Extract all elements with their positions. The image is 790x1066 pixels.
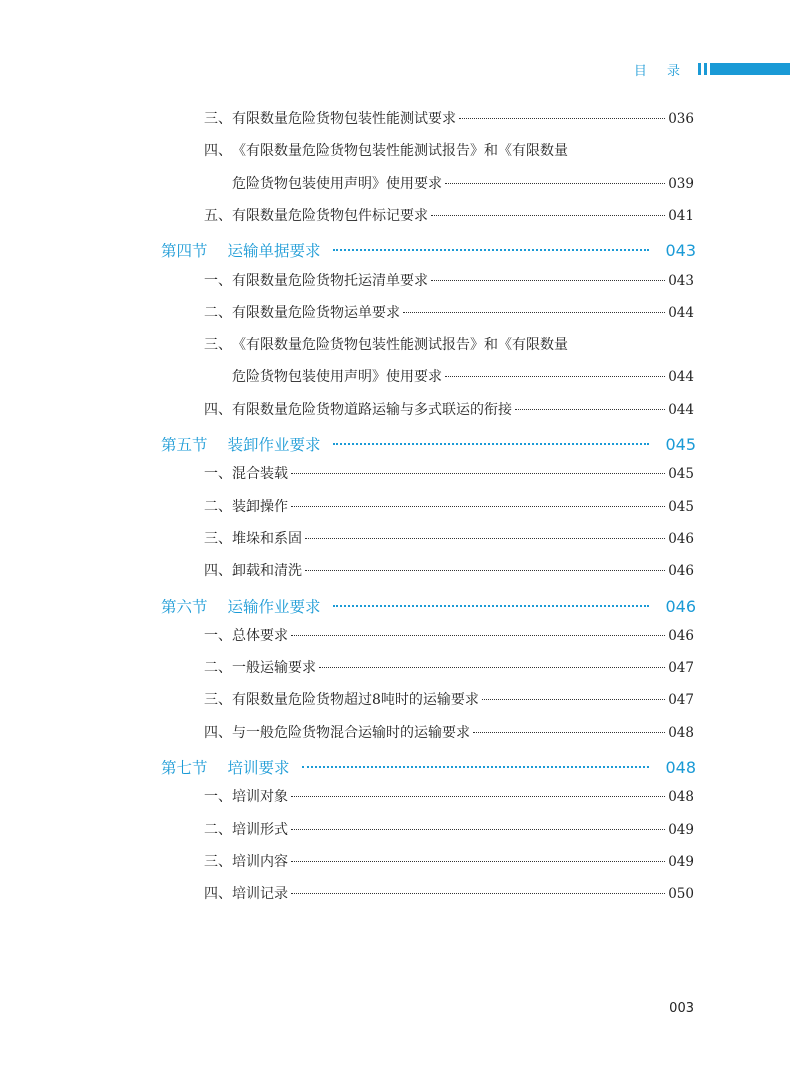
toc-item-row[interactable] bbox=[204, 302, 694, 322]
item-page: 039 bbox=[668, 175, 694, 192]
item-number: 二、 bbox=[204, 660, 232, 677]
toc-item-row[interactable] bbox=[204, 625, 694, 645]
leader-dots bbox=[403, 312, 665, 313]
item-number: 四、 bbox=[204, 886, 232, 903]
section-label: 第四节 bbox=[161, 242, 208, 261]
toc-item-row[interactable] bbox=[204, 270, 694, 290]
item-title: 堆垛和系固 bbox=[232, 530, 302, 547]
item-title: 与一般危险货物混合运输时的运输要求 bbox=[232, 724, 470, 741]
toc-item-row[interactable] bbox=[204, 657, 694, 677]
toc-item-row[interactable] bbox=[204, 140, 694, 160]
item-page: 050 bbox=[668, 886, 694, 903]
toc-item-row[interactable] bbox=[204, 205, 694, 225]
item-number: 四、 bbox=[204, 724, 232, 741]
leader-dots bbox=[291, 473, 665, 474]
item-page: 044 bbox=[668, 304, 694, 321]
toc-section-row[interactable] bbox=[161, 756, 696, 778]
item-page: 047 bbox=[668, 692, 694, 709]
item-title-line1: 《有限数量危险货物包装性能测试报告》和《有限数量 bbox=[232, 337, 568, 354]
item-page: 045 bbox=[668, 466, 694, 483]
item-page: 046 bbox=[668, 563, 694, 580]
item-title: 有限数量危险货物道路运输与多式联运的衔接 bbox=[232, 401, 512, 418]
toc-item-row[interactable] bbox=[204, 722, 694, 742]
item-page: 049 bbox=[668, 853, 694, 870]
leader-dots bbox=[291, 893, 665, 894]
item-page: 043 bbox=[668, 272, 694, 289]
item-title: 培训形式 bbox=[232, 821, 288, 838]
section-title: 运输作业要求 bbox=[227, 597, 321, 616]
item-number: 二、 bbox=[204, 821, 232, 838]
item-number: 一、 bbox=[204, 789, 232, 806]
leader-dots bbox=[473, 732, 665, 733]
toc-item-row[interactable] bbox=[204, 399, 694, 419]
item-title: 培训内容 bbox=[232, 853, 288, 870]
toc-item-row[interactable] bbox=[204, 334, 694, 354]
leader-dots bbox=[291, 796, 665, 797]
item-page: 046 bbox=[668, 627, 694, 644]
item-number: 三、 bbox=[204, 692, 232, 709]
toc-item-row[interactable] bbox=[204, 819, 694, 839]
item-number: 二、 bbox=[204, 498, 232, 515]
item-title: 总体要求 bbox=[232, 627, 288, 644]
leader-dots bbox=[445, 376, 665, 377]
item-page: 045 bbox=[668, 498, 694, 515]
section-label: 第七节 bbox=[161, 759, 208, 777]
item-number: 一、 bbox=[204, 272, 232, 289]
leader-dots bbox=[305, 538, 665, 539]
item-title: 有限数量危险货物超过8吨时的运输要求 bbox=[232, 692, 479, 709]
item-title: 培训对象 bbox=[232, 789, 288, 806]
leader-dots bbox=[291, 829, 665, 830]
item-title: 一般运输要求 bbox=[232, 660, 316, 677]
leader-dots bbox=[302, 766, 650, 768]
leader-dots bbox=[291, 861, 665, 862]
toc-item-row[interactable] bbox=[204, 108, 694, 128]
item-title: 有限数量危险货物托运清单要求 bbox=[232, 272, 428, 289]
item-page: 041 bbox=[668, 207, 694, 224]
item-number: 三、 bbox=[204, 111, 232, 127]
item-title: 有限数量危险货物包件标记要求 bbox=[232, 207, 428, 224]
item-title-line2: 危险货物包装使用声明》使用要求 bbox=[232, 175, 442, 192]
leader-dots bbox=[291, 635, 665, 636]
leader-dots bbox=[431, 280, 665, 281]
leader-dots bbox=[305, 570, 665, 571]
item-title: 培训记录 bbox=[232, 886, 288, 903]
toc-item-row[interactable] bbox=[204, 689, 694, 709]
item-number: 二、 bbox=[204, 304, 232, 321]
leader-dots bbox=[515, 409, 665, 410]
leader-dots bbox=[482, 699, 665, 700]
section-page: 045 bbox=[665, 435, 696, 454]
leader-dots bbox=[445, 183, 665, 184]
item-title: 有限数量危险货物运单要求 bbox=[232, 304, 400, 321]
toc-item-row[interactable] bbox=[204, 851, 694, 871]
item-page: 048 bbox=[668, 789, 694, 806]
item-title: 卸载和清洗 bbox=[232, 563, 302, 580]
item-number: 一、 bbox=[204, 627, 232, 644]
section-page: 043 bbox=[665, 241, 696, 261]
item-number: 四、 bbox=[204, 143, 232, 160]
leader-dots bbox=[319, 667, 665, 668]
toc-item-row[interactable] bbox=[204, 528, 694, 548]
item-page: 044 bbox=[668, 369, 694, 386]
item-page: 047 bbox=[668, 660, 694, 677]
leader-dots bbox=[291, 506, 665, 507]
leader-dots bbox=[333, 605, 650, 607]
leader-dots bbox=[333, 249, 650, 251]
item-number: 五、 bbox=[204, 207, 232, 224]
item-title: 混合装载 bbox=[232, 466, 288, 483]
item-title-line1: 《有限数量危险货物包装性能测试报告》和《有限数量 bbox=[232, 143, 568, 160]
item-page: 046 bbox=[668, 530, 694, 547]
header-title: 目 录 bbox=[633, 63, 688, 79]
page-number: 003 bbox=[669, 1001, 694, 1016]
item-number: 四、 bbox=[204, 401, 232, 418]
item-number: 三、 bbox=[204, 337, 232, 354]
item-page: 049 bbox=[668, 821, 694, 838]
toc-item-continuation[interactable] bbox=[232, 173, 694, 193]
leader-dots bbox=[333, 443, 650, 445]
leader-dots bbox=[431, 215, 665, 216]
toc-item-row[interactable] bbox=[204, 883, 694, 903]
item-number: 四、 bbox=[204, 563, 232, 580]
toc-item-row[interactable] bbox=[204, 786, 694, 806]
toc-item-row[interactable] bbox=[204, 463, 694, 483]
page-header bbox=[633, 62, 790, 79]
item-title: 有限数量危险货物包装性能测试要求 bbox=[232, 111, 456, 127]
section-label: 第五节 bbox=[161, 436, 208, 454]
item-number: 三、 bbox=[204, 530, 232, 547]
item-title: 装卸操作 bbox=[232, 498, 288, 515]
section-title: 装卸作业要求 bbox=[227, 436, 321, 454]
toc-item-row[interactable] bbox=[204, 496, 694, 516]
header-bar-decoration bbox=[698, 63, 790, 75]
toc-section-row[interactable] bbox=[161, 433, 696, 455]
section-page: 048 bbox=[665, 758, 696, 777]
item-title-line2: 危险货物包装使用声明》使用要求 bbox=[232, 369, 442, 386]
toc-item-row[interactable] bbox=[204, 560, 694, 580]
item-number: 三、 bbox=[204, 853, 232, 870]
header-bar-thin bbox=[704, 63, 707, 75]
item-page: 036 bbox=[668, 111, 694, 127]
section-title: 培训要求 bbox=[227, 759, 290, 777]
toc-item-continuation[interactable] bbox=[232, 366, 694, 386]
item-page: 044 bbox=[668, 401, 694, 418]
header-bar-thin bbox=[698, 63, 701, 75]
item-number: 一、 bbox=[204, 466, 232, 483]
section-label: 第六节 bbox=[161, 597, 208, 616]
section-title: 运输单据要求 bbox=[227, 242, 321, 261]
toc-section-row[interactable] bbox=[161, 239, 696, 261]
section-page: 046 bbox=[665, 596, 696, 616]
item-page: 048 bbox=[668, 724, 694, 741]
header-bar-long bbox=[710, 63, 790, 75]
toc-section-row[interactable] bbox=[161, 595, 696, 617]
leader-dots bbox=[459, 118, 665, 119]
